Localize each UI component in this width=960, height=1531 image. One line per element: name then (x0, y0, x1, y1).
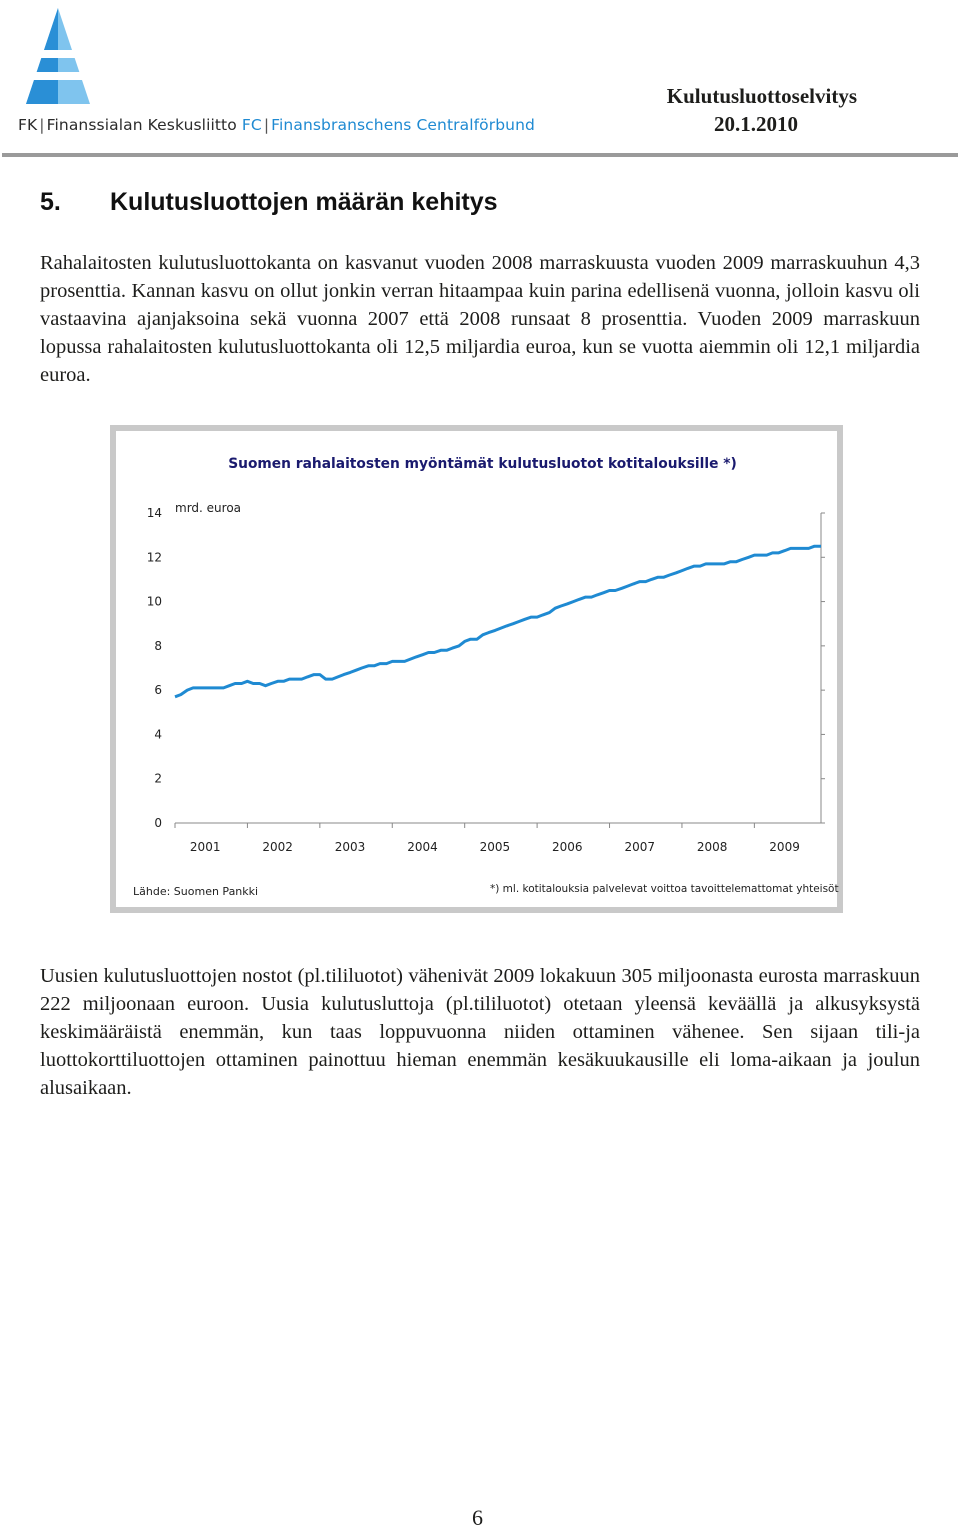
document-date: 20.1.2010 (714, 112, 798, 136)
line-chart (116, 431, 837, 907)
section-heading (40, 188, 498, 217)
page-number: 6 (472, 1505, 483, 1530)
document-title: Kulutusluottoselvitys (666, 84, 857, 108)
y-tick-label: 0 (154, 816, 162, 830)
y-tick-label: 2 (154, 771, 162, 786)
x-tick-label: 2006 (552, 840, 583, 854)
x-tick-label: 2004 (407, 840, 438, 854)
x-tick-label: 2009 (769, 840, 800, 854)
x-tick-label: 2007 (624, 840, 656, 854)
chart-container (110, 425, 843, 913)
org-abbr-fk: FK (18, 116, 38, 134)
organization-name: FK | Finanssialan Keskusliitto FC | Finansbranschens Centralförbund (18, 116, 535, 134)
y-tick-label: 12 (146, 550, 162, 565)
section-title: Kulutusluottojen määrän kehitys (110, 188, 498, 216)
chart-unit-label: mrd. euroa (175, 501, 242, 515)
x-tick-label: 2005 (479, 840, 511, 854)
chart-source: Lähde: Suomen Pankki (133, 885, 259, 898)
paragraph-intro: Rahalaitosten kulutusluottokanta on kasvanut vuoden 2008 marraskuusta vuoden 2009 marraskuuhun 4,3 prosenttia. Kannan kasvu on ollut jonkin verran hitaampaa kuin parina edellisenä vuonna, jolloin kasvu oli vastaavina ajanjaksoina sekä vuonna 2007 että 2008 runsaat 8 prosenttia. Vuoden 2009 marraskuun lopussa rahalaitosten kulutusluottokanta oli 12,5 miljardia euroa, kun se vuotta aiemmin oli 12,1 miljardia euroa. (40, 252, 920, 386)
header-divider (2, 153, 958, 157)
paragraph-new-loans: Uusien kulutusluottojen nostot (pl.tililuotot) vähenivät 2009 lokakuun 305 miljoonasta eurosta marraskuun 222 miljoonaan euroon. Uusia kulutusluttoja (pl.tililuotot) otetaan yleensä keväällä ja alkusyksystä keskimääräistä enemmän, kun taas loppuvuonna niiden ottaminen vähenee. Sen sijaan tili-ja luottokorttiluottojen ottaminen painottuu hieman enemmän kesäkuukausille eli loma-aikaan ja joulun alusaikaan. (40, 965, 920, 1099)
org-name-sv: Finansbranschens Centralförbund (271, 116, 535, 134)
y-tick-label: 10 (146, 594, 162, 609)
chart-footnote: *) ml. kotitalouksia palvelevat voittoa tavoittelemattomat yhteisöt (490, 883, 839, 895)
x-tick-label: 2002 (262, 840, 293, 854)
y-tick-label: 6 (154, 683, 162, 698)
org-name-fi: Finanssialan Keskusliitto (46, 116, 237, 134)
x-tick-label: 2008 (696, 840, 728, 854)
x-tick-label: 2001 (189, 840, 221, 854)
x-tick-label: 2003 (334, 840, 366, 854)
series-line (175, 546, 821, 697)
y-tick-label: 14 (146, 506, 162, 520)
y-tick-label: 8 (154, 638, 162, 653)
y-tick-label: 4 (154, 727, 162, 742)
section-number: 5. (40, 188, 61, 216)
org-abbr-fc: FC (241, 116, 262, 134)
page-header (0, 0, 960, 160)
chart-title: Suomen rahalaitosten myöntämät kulutusluotot kotitalouksille *) (228, 456, 737, 472)
fk-logo (18, 8, 98, 110)
